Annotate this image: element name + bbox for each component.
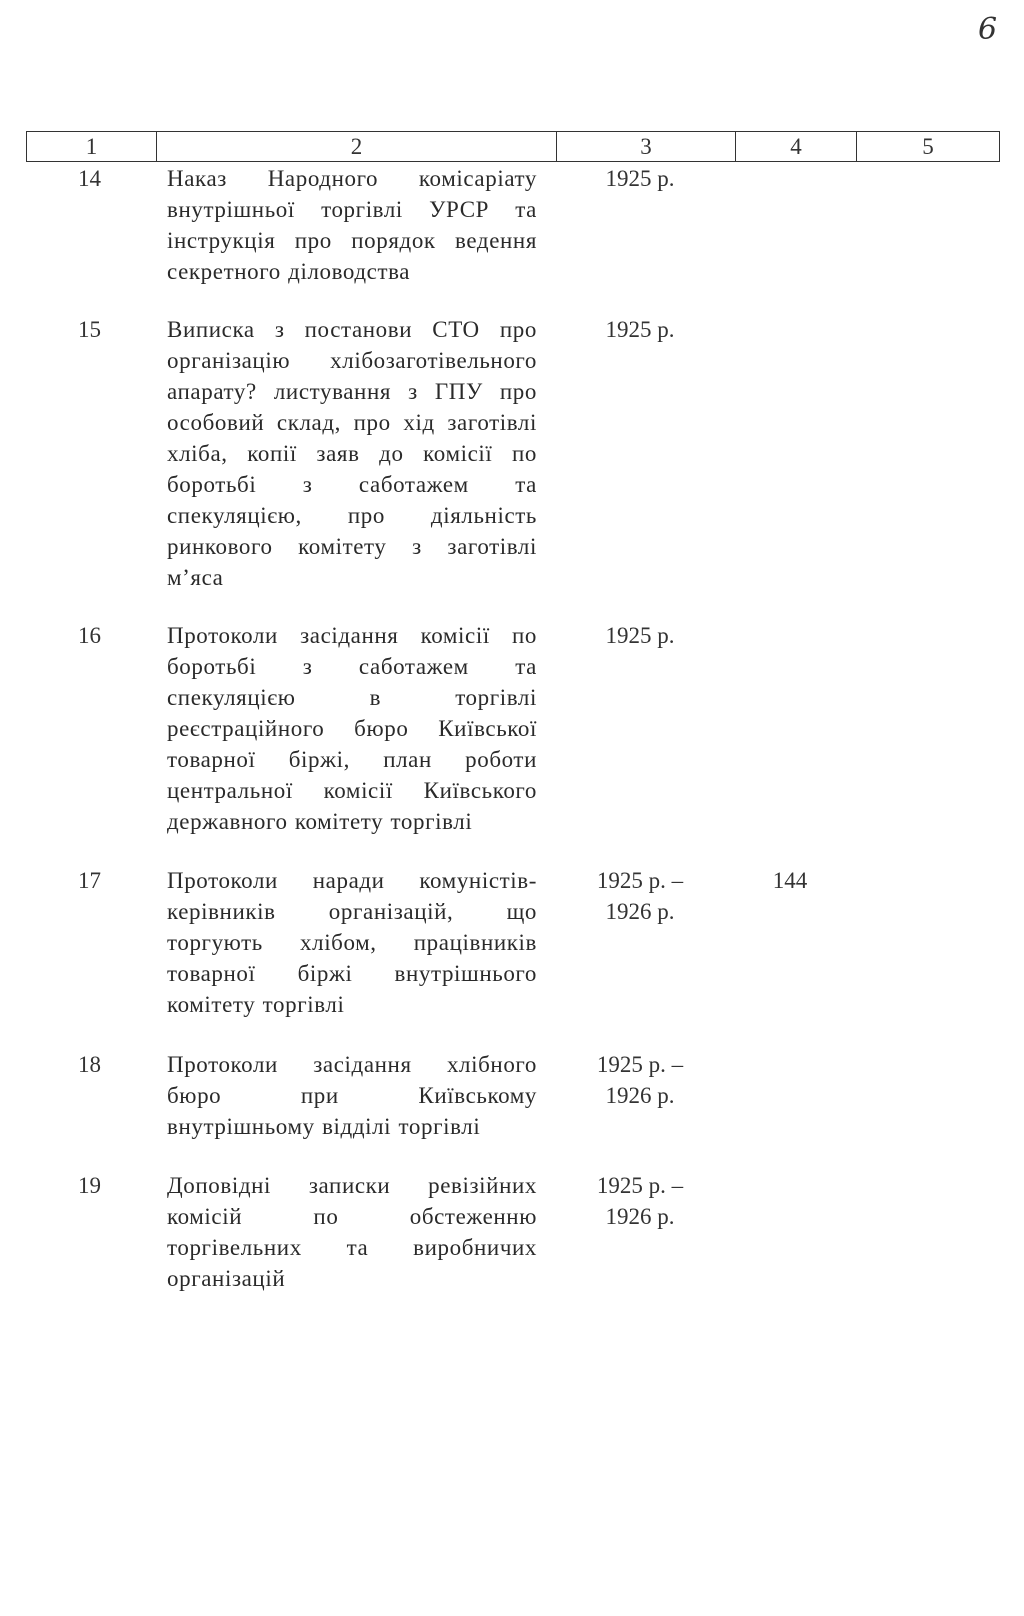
header-col-5: 5 — [922, 134, 934, 159]
row-description: Доповідні записки ревізійних комісій по обстеженню торгівельних та виробничих організацій — [167, 1173, 537, 1291]
row-date: 1925 р. – 1926 р. — [596, 1173, 684, 1229]
table-header-row — [26, 131, 1000, 162]
row-number: 14 — [78, 166, 101, 191]
header-col-3: 3 — [557, 132, 736, 161]
row-date: 1925 р. — [605, 317, 675, 342]
row-date: 1925 р. – 1926 р. — [596, 1052, 684, 1108]
row-number: 16 — [78, 623, 101, 648]
row-description: Наказ Народного комісаріату внутрішньої торгівлі УРСР та інструкція про порядок ведення секретного діловодства — [167, 166, 537, 284]
page-number: 6 — [978, 12, 998, 47]
row-count: 144 — [772, 868, 808, 893]
row-number: 19 — [78, 1173, 101, 1198]
row-number: 15 — [78, 317, 101, 342]
row-description: Протоколи наради комуністів-керівників організацій, що торгують хлібом, працівників товарної біржі внутрішнього комітету торгівлі — [167, 868, 537, 1017]
row-number: 18 — [78, 1052, 101, 1077]
row-description: Виписка з постанови СТО про організацію хлібозаготівельного апарату? листування з ГПУ про особовий склад, про хід заготівлі хліба, копії заяв до комісії по боротьбі з саботажем та спекуляцією, про діяльність ринкового комітету з заготівлі м’яса — [167, 317, 537, 590]
row-description: Протоколи засідання хлібного бюро при Київському внутрішньому відділі торгівлі — [167, 1052, 537, 1139]
header-col-4: 4 — [736, 132, 857, 161]
header-col-2: 2 — [157, 132, 557, 161]
row-date: 1925 р. — [605, 166, 675, 191]
row-date: 1925 р. – 1926 р. — [596, 868, 684, 924]
row-date: 1925 р. — [605, 623, 675, 648]
row-description: Протоколи засідання комісії по боротьбі з саботажем та спекуляцією в торгівлі реєстраційного бюро Київської товарної біржі, план роботи центральної комісії Київського державного комітету торгівлі — [167, 623, 537, 834]
header-col-1: 1 — [27, 132, 157, 161]
row-number: 17 — [78, 868, 101, 893]
